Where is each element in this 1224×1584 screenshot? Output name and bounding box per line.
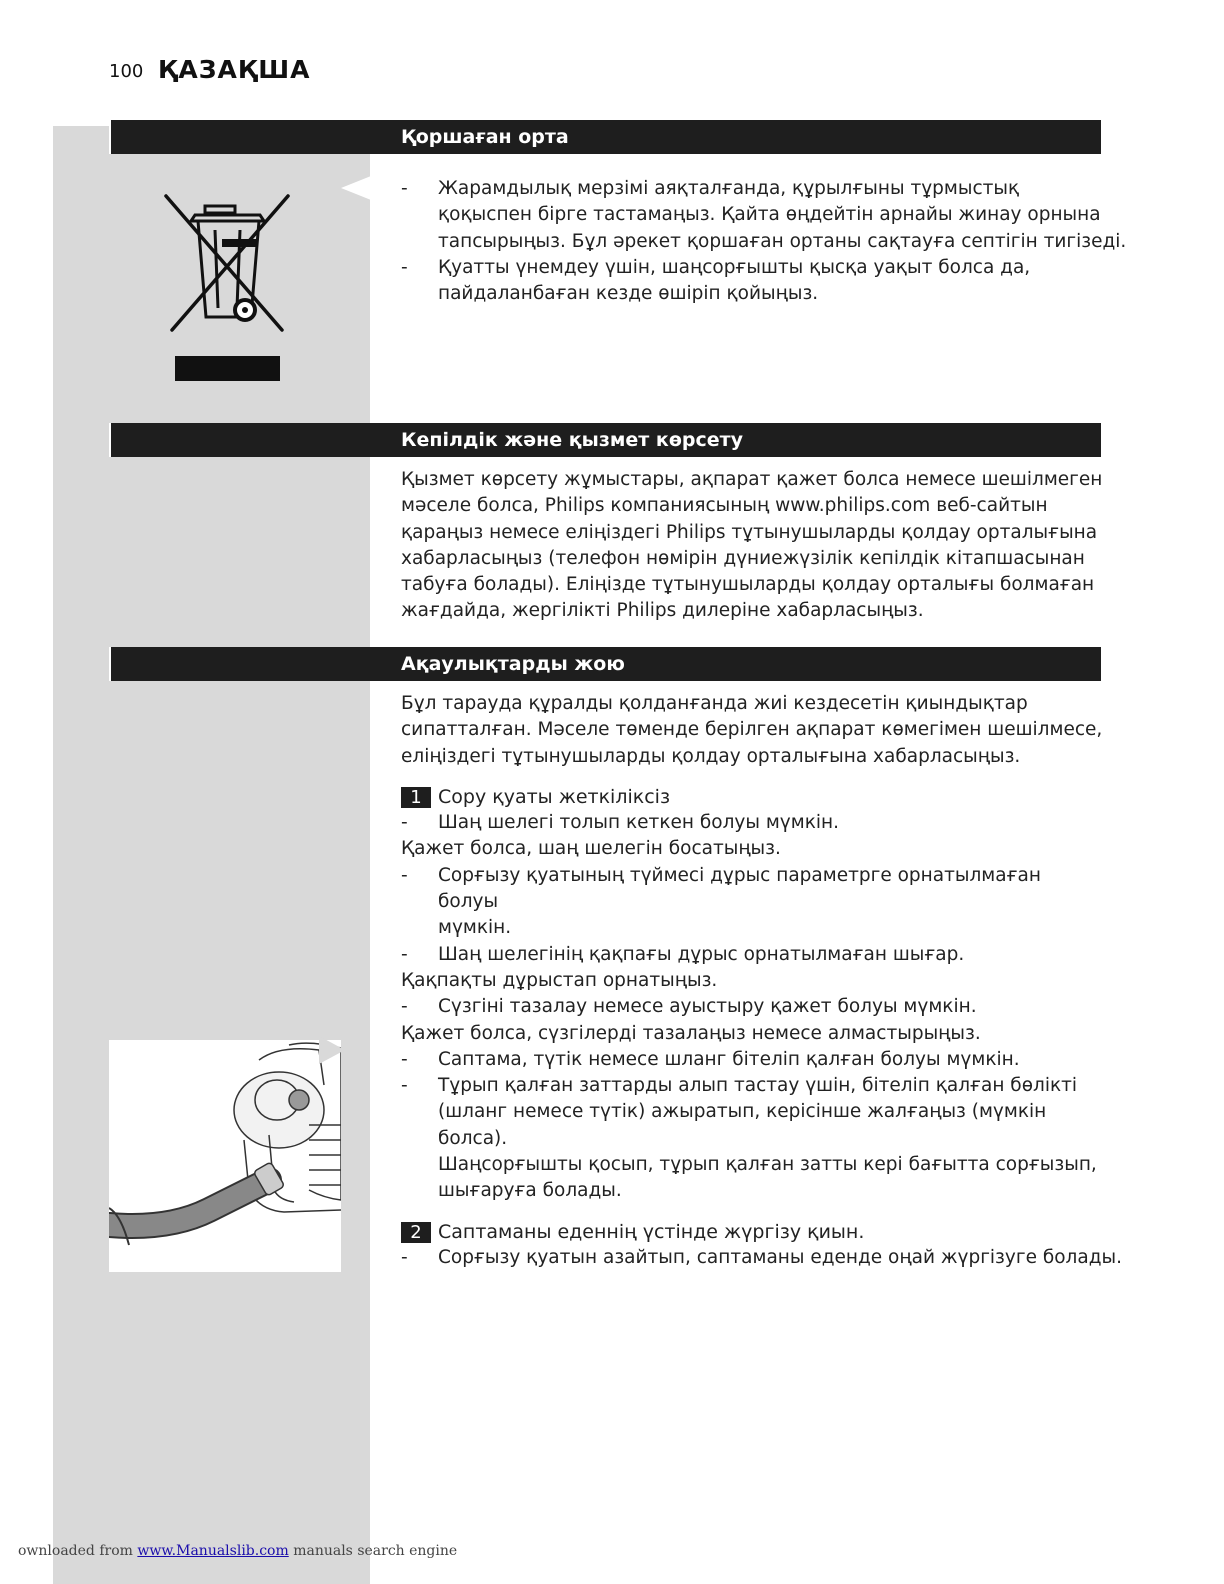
section-title-troubleshooting: Ақаулықтарды жою — [401, 653, 625, 675]
section-title-environment: Қоршаған орта — [401, 126, 569, 148]
problem-heading-1: 1 Сору қуаты жеткіліксіз — [401, 784, 1106, 810]
solution-item: - Тұрып қалған заттарды алып тастау үшін, бітеліп қалған бөлікті (шланг немесе түтік) ажыратып, керісінше жалғаңыз (мүмкін болса). Шаңсорғышты қосып, тұрып қалған затты кері бағытта сорғызып, шығаруға болады. — [401, 1075, 1097, 1202]
download-footer: ownloaded from www.Manualslib.com manuals search engine — [18, 1543, 458, 1559]
cause-item: - Шаң шелегі толып кеткен болуы мүмкін. — [401, 812, 839, 834]
solution-text: Қақпақты дұрыстап орнатыңыз. — [401, 969, 718, 991]
step-number-badge: 2 — [401, 1222, 431, 1243]
sidebar-column — [53, 126, 370, 1584]
problem-heading-2: 2 Саптаманы еденнің үстінде жүргізу қиын. — [401, 1219, 1106, 1245]
solution-text: Қажет болса, сүзгілерді тазалаңыз немесе алмастырыңыз. — [401, 1022, 981, 1044]
page-number: 100 — [109, 61, 144, 82]
illustration-corner — [319, 1036, 345, 1064]
weee-black-bar — [175, 356, 280, 381]
environment-text — [401, 176, 1127, 307]
crossed-out-wheelie-bin-icon — [160, 190, 295, 335]
section-title-guarantee: Кепілдік және қызмет көрсету — [401, 429, 744, 451]
cause-item: - Сорғызу қуатын азайтып, саптаманы еденде оңай жүргізуге болады. — [401, 1246, 1122, 1268]
page-language-title: ҚАЗАҚША — [158, 55, 311, 84]
pointer-arrow — [341, 176, 371, 200]
section-bar-guarantee — [109, 423, 1101, 457]
cause-item: - Сорғызу қуатының түймесі дұрыс параметрге орнатылмаған болуы мүмкін. — [401, 864, 1041, 939]
step-number-badge: 1 — [401, 787, 431, 808]
cause-item: - Шаң шелегінің қақпағы дұрыс орнатылмаған шығар. — [401, 943, 965, 965]
cause-item: - Саптама, түтік немесе шланг бітеліп қалған болуы мүмкін. — [401, 1048, 1020, 1070]
guarantee-text: Қызмет көрсету жұмыстары, ақпарат қажет болса немесе шешілмеген мәселе болса, Philips компаниясының www.philips.com веб-сайтын қараңыз немесе еліңіздегі Philips тұтынушыларды қолдау орталығына хабарласыңыз (телефон нөмірін дүниежүзілік кепілдік кітапшасынан табуға болады). Еліңізде тұтынушыларды қолдау орталығы болмаған жағдайда, жергілікті Philips дилеріне хабарласыңыз. — [401, 469, 1103, 622]
environment-item: - Жарамдылық мерзімі аяқталғанда, құрылғыны тұрмыстық қоқыспен бірге тастамаңыз. Қайта өңдейтін арнайы жинау орнына тапсырыңыз. Бұл әрекет қоршаған ортаны сақтауға септігін тигізеді. — [401, 178, 1127, 252]
environment-item: - Қуатты үнемдеу үшін, шаңсорғышты қысқа уақыт болса да, пайдаланбаған кезде өшіріп қойыңыз. — [401, 256, 1031, 305]
solution-text: Қажет болса, шаң шелегін босатыңыз. — [401, 838, 781, 860]
section-bar-environment — [109, 120, 1101, 154]
manualslib-link[interactable]: www.Manualslib.com — [137, 1543, 289, 1559]
section-bar-troubleshooting — [109, 647, 1101, 681]
troubleshooting-text: Бұл тарауда құралды қолданғанда жиі кездесетін қиындықтар сипатталған. Мәселе төменде берілген ақпарат көмегімен шешілмесе, еліңіздегі тұтынушыларды қолдау орталығына хабарласыңыз. 1 Сору қуаты жеткіліксіз - Шаң шелегі толып кеткен болуы мүмкін. Қажет болса, шаң шелегін босатыңыз. - Сорғызу қуатының түймесі дұрыс параметрге орнатылмаған болуы мүмкін. - Шаң шелегінің қақпағы дұрыс орнатылмаған шығар. Қақпақты дұрыстап орнатыңыз. - Сүзгіні тазалау немесе ауыстыру қажет болуы мүмкін. Қажет болса, сүзгілерді тазалаңыз немесе алмастырыңыз. - Саптама, түтік немесе шланг бітеліп қалған болуы мүмкін. - Тұрып қалған заттарды алып тастау үшін, бітеліп қалған бөлікті (шланг немесе түтік) ажыратып, керісінше жалғаңыз (мүмкін болса). Шаңсорғышты қосып, тұрып қалған затты кері бағытта сорғызып, шығаруға болады. 2 Саптаманы еденнің үстінде жүргізу қиын. - Сорғызу қуатын азайтып, саптаманы еденде оңай жүргізуге болады. — [401, 691, 1106, 1271]
cause-item: - Сүзгіні тазалау немесе ауыстыру қажет болуы мүмкін. — [401, 996, 977, 1018]
vacuum-hose-illustration — [109, 1040, 341, 1272]
